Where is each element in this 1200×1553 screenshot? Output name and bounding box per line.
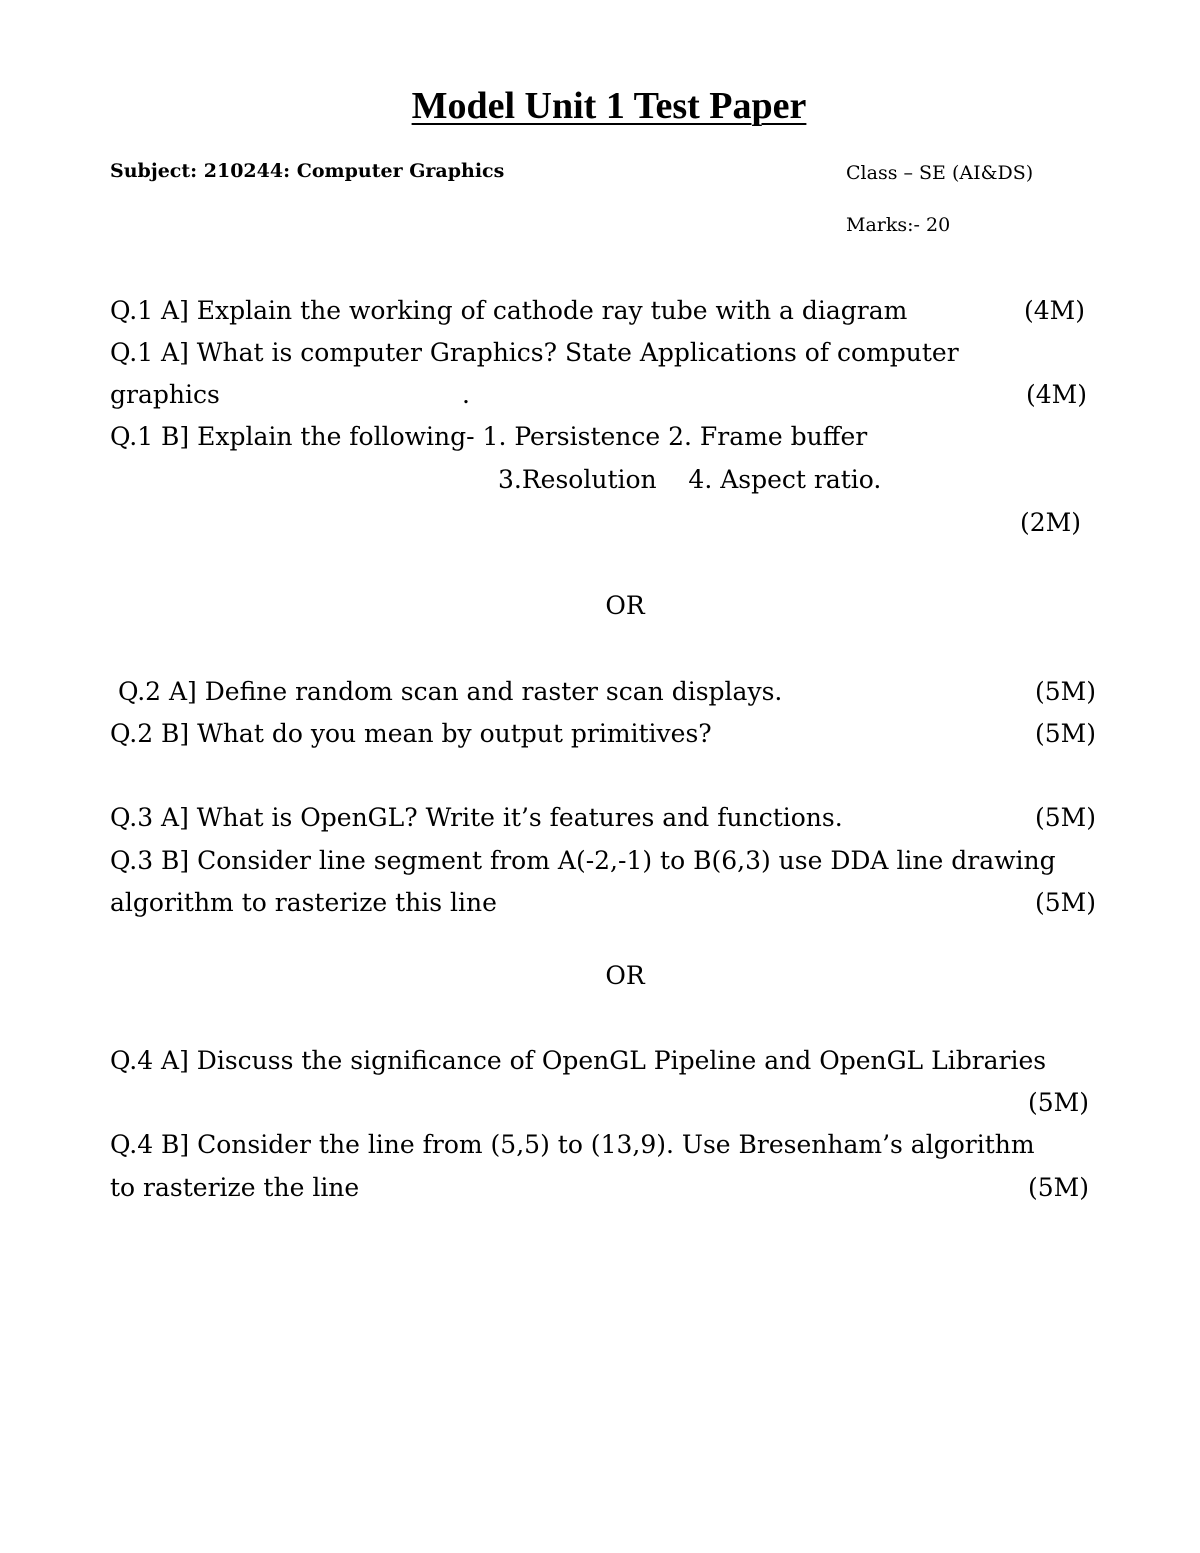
question-q4a: Q.4 A] Discuss the significance of OpenGL Pipeline and OpenGL Libraries <box>110 1046 1047 1075</box>
question-q1b-cont: 3.Resolution 4. Aspect ratio. <box>498 465 882 494</box>
question-q4b-cont: to rasterize the line <box>110 1173 360 1202</box>
or-divider-2: OR <box>605 961 645 990</box>
marks-q3a: (5M) <box>1035 803 1097 832</box>
marks-q1b: (2M) <box>1020 508 1082 537</box>
question-q3b: Q.3 B] Consider line segment from A(-2,-1) to B(6,3) use DDA line drawing <box>110 846 1056 875</box>
marks-q4a: (5M) <box>1028 1088 1090 1117</box>
marks-q4b: (5M) <box>1028 1173 1090 1202</box>
subject-label: Subject: 210244: Computer Graphics <box>110 160 505 182</box>
question-q2a: Q.2 A] Define random scan and raster scan displays. <box>110 677 783 706</box>
page-title: Model Unit 1 Test Paper <box>411 85 807 127</box>
question-q3b-cont: algorithm to rasterize this line <box>110 888 497 917</box>
marks-q2a: (5M) <box>1035 677 1097 706</box>
question-q1a-graphics-cont: graphics <box>110 380 220 409</box>
marks-q1a-graphics: (4M) <box>1026 380 1088 409</box>
or-divider-1: OR <box>605 591 645 620</box>
marks-q1a-crt: (4M) <box>1024 296 1086 325</box>
question-q1a-graphics: Q.1 A] What is computer Graphics? State Applications of computer <box>110 338 959 367</box>
question-q1a-crt: Q.1 A] Explain the working of cathode ray tube with a diagram <box>110 296 908 325</box>
question-q2b: Q.2 B] What do you mean by output primitives? <box>110 719 712 748</box>
class-label: Class – SE (AI&DS) <box>846 162 1034 184</box>
total-marks-label: Marks:- 20 <box>846 214 951 236</box>
question-q3a: Q.3 A] What is OpenGL? Write it’s features and functions. <box>110 803 843 832</box>
question-q4b: Q.4 B] Consider the line from (5,5) to (13,9). Use Bresenham’s algorithm <box>110 1130 1035 1159</box>
marks-q3b: (5M) <box>1035 888 1097 917</box>
question-q1b: Q.1 B] Explain the following- 1. Persistence 2. Frame buffer <box>110 422 868 451</box>
question-q1a-dot: . <box>462 380 470 409</box>
marks-q2b: (5M) <box>1035 719 1097 748</box>
